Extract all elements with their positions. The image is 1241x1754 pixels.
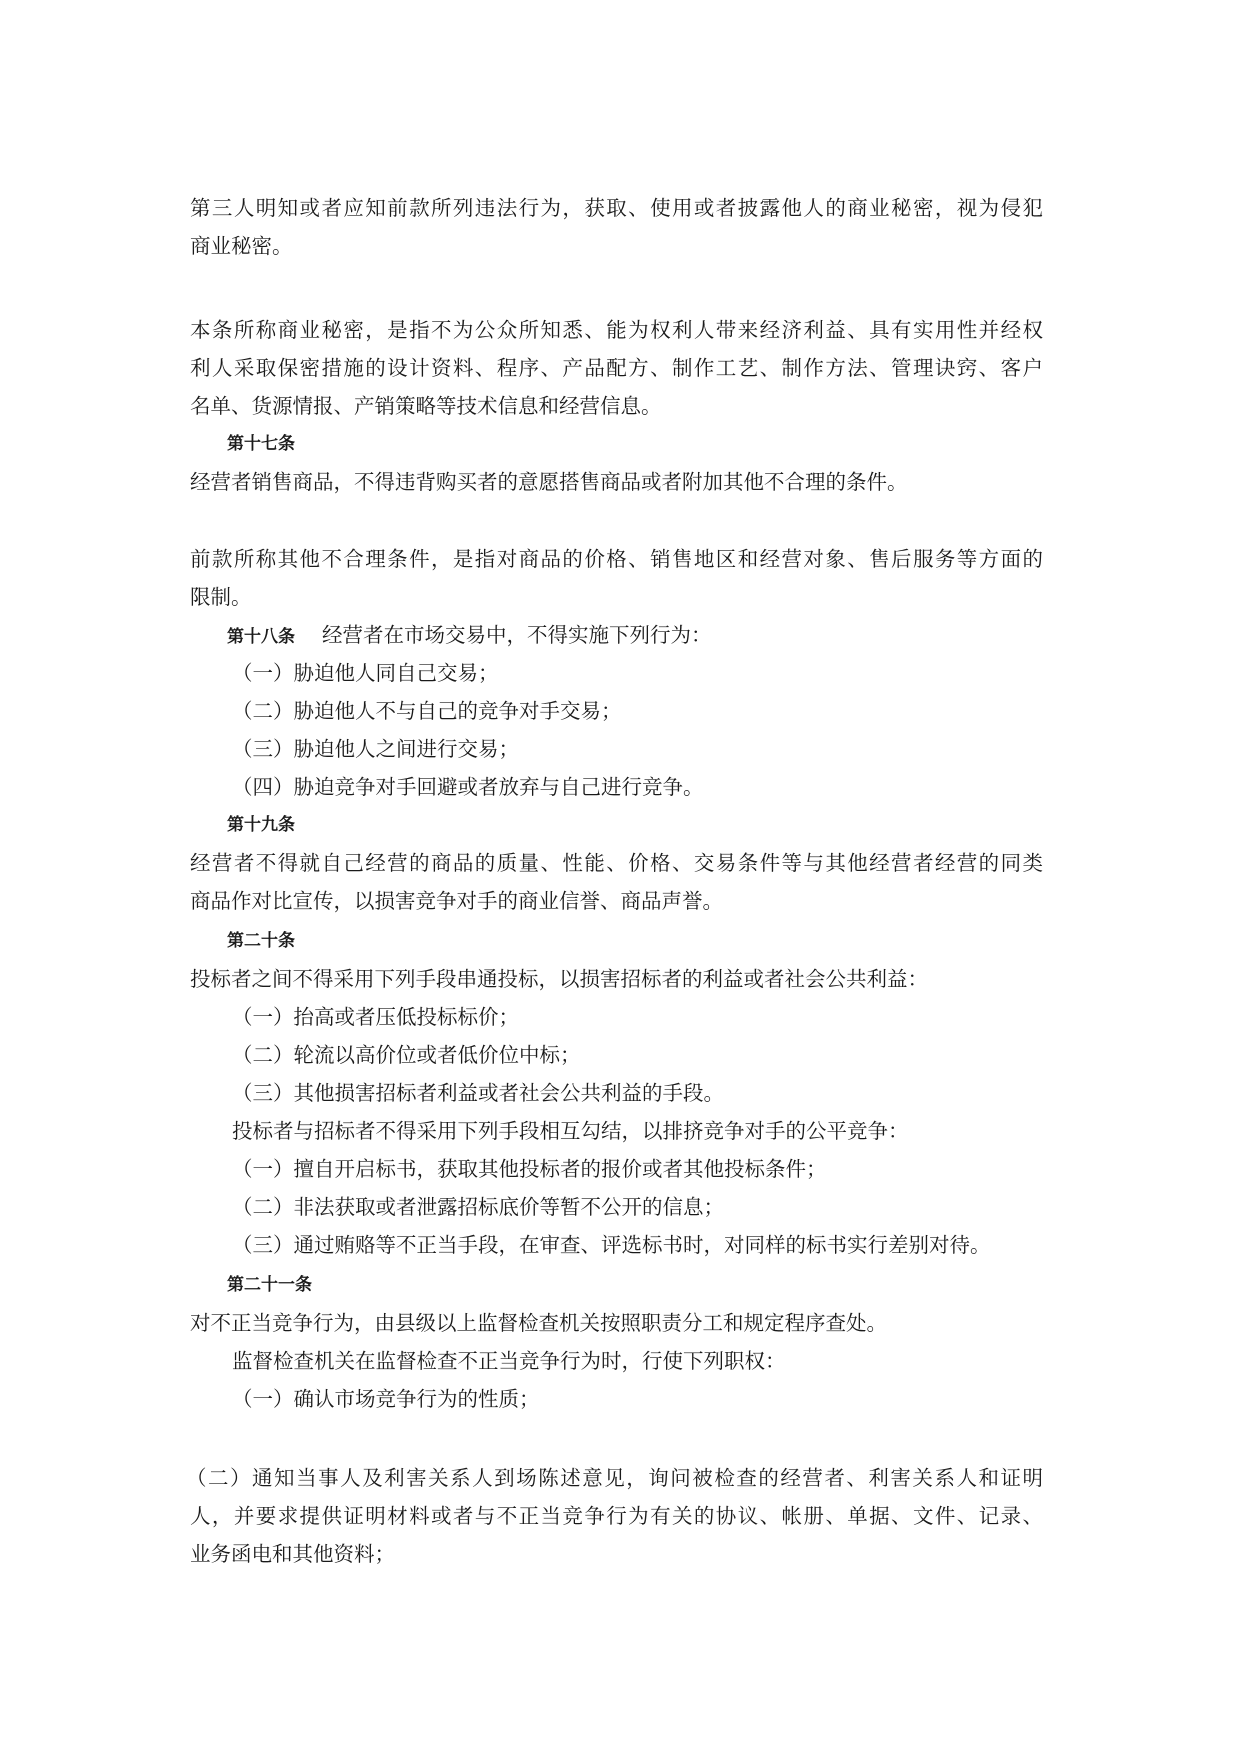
list-item: （一）抬高或者压低投标标价；	[232, 1005, 519, 1029]
list-item: （二）非法获取或者泄露招标底价等暂不公开的信息；	[232, 1195, 724, 1219]
article-heading: 第二十一条	[227, 1275, 312, 1295]
paragraph-line: 对不正当竞争行为，由县级以上监督检查机关按照职责分工和规定程序查处。	[190, 1311, 887, 1335]
paragraph-line: 商业秘密。	[190, 234, 293, 258]
list-item: （二）轮流以高价位或者低价位中标；	[232, 1043, 581, 1067]
list-item: （三）通过贿赂等不正当手段，在审查、评选标书时，对同样的标书实行差别对待。	[232, 1233, 991, 1257]
paragraph-line: 名单、货源情报、产销策略等技术信息和经营信息。	[190, 394, 662, 418]
article-heading: 第十八条	[227, 627, 295, 647]
paragraph-line: 本条所称商业秘密，是指不为公众所知悉、能为权利人带来经济利益、具有实用性并经权	[190, 318, 1043, 342]
paragraph-line: 商品作对比宣传，以损害竞争对手的商业信誉、商品声誉。	[190, 889, 723, 913]
paragraph-line: 投标者与招标者不得采用下列手段相互勾结，以排挤竞争对手的公平竞争：	[232, 1119, 909, 1143]
list-item: （一）确认市场竞争行为的性质；	[232, 1387, 540, 1411]
paragraph-line: 监督检查机关在监督检查不正当竞争行为时，行使下列职权：	[232, 1349, 786, 1373]
article-heading: 第十七条	[227, 434, 295, 454]
paragraph-line: 经营者销售商品，不得违背购买者的意愿搭售商品或者附加其他不合理的条件。	[190, 470, 908, 494]
list-item: （三）其他损害招标者利益或者社会公共利益的手段。	[232, 1081, 724, 1105]
paragraph-line: 限制。	[190, 585, 252, 609]
paragraph-line: 经营者不得就自己经营的商品的质量、性能、价格、交易条件等与其他经营者经营的同类	[190, 851, 1043, 875]
list-item: （三）胁迫他人之间进行交易；	[232, 737, 519, 761]
paragraph-line: 人，并要求提供证明材料或者与不正当竞争行为有关的协议、帐册、单据、文件、记录、	[190, 1504, 1043, 1528]
paragraph-line: 经营者在市场交易中，不得实施下列行为：	[322, 623, 712, 647]
list-item: （一）擅自开启标书，获取其他投标者的报价或者其他投标条件；	[232, 1157, 827, 1181]
paragraph-line: 业务函电和其他资料；	[190, 1542, 395, 1566]
article-heading: 第十九条	[227, 815, 295, 835]
paragraph-line: 投标者之间不得采用下列手段串通投标，以损害招标者的利益或者社会公共利益：	[190, 967, 928, 991]
paragraph-line: 前款所称其他不合理条件，是指对商品的价格、销售地区和经营对象、售后服务等方面的	[190, 547, 1043, 571]
paragraph-line: （二）通知当事人及利害关系人到场陈述意见，询问被检查的经营者、利害关系人和证明	[186, 1466, 1043, 1490]
article-heading: 第二十条	[227, 931, 295, 951]
paragraph-line: 利人采取保密措施的设计资料、程序、产品配方、制作工艺、制作方法、管理诀窍、客户	[190, 356, 1043, 380]
list-item: （一）胁迫他人同自己交易；	[232, 661, 499, 685]
list-item: （二）胁迫他人不与自己的竞争对手交易；	[232, 699, 622, 723]
list-item: （四）胁迫竞争对手回避或者放弃与自己进行竞争。	[232, 775, 704, 799]
paragraph-line: 第三人明知或者应知前款所列违法行为，获取、使用或者披露他人的商业秘密，视为侵犯	[190, 196, 1043, 220]
